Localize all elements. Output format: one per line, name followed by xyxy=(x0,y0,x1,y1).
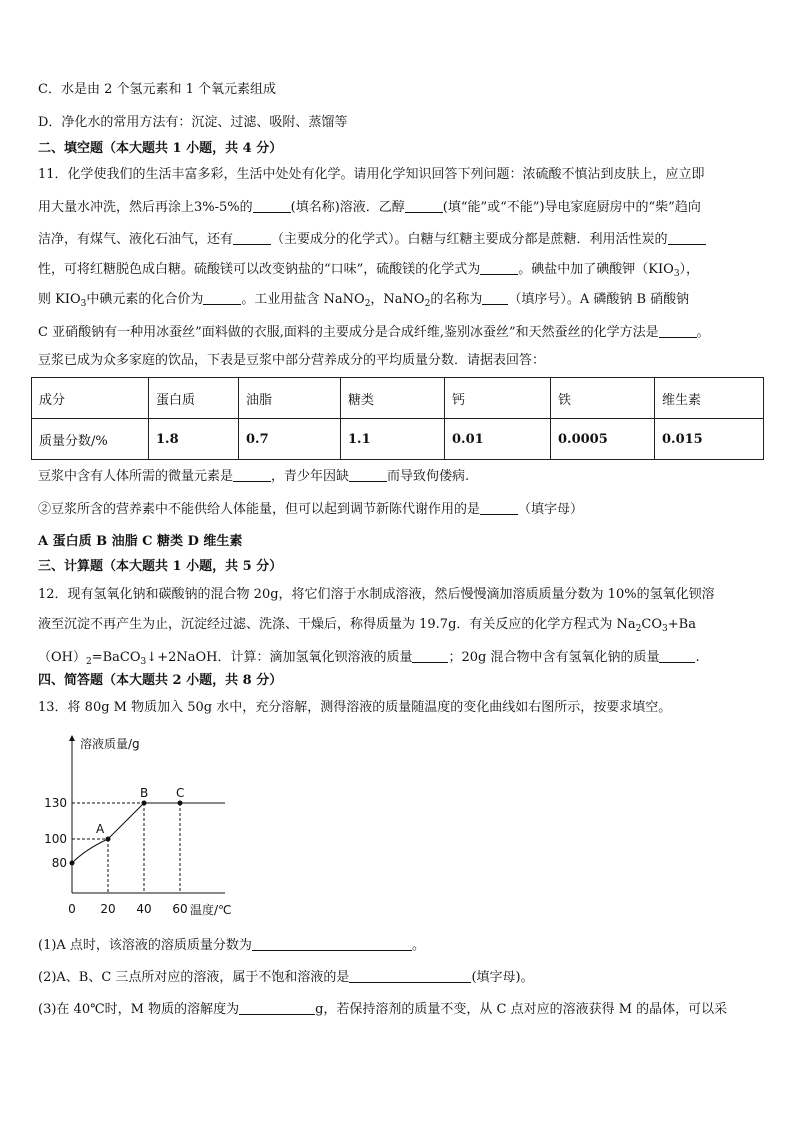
answer-blank[interactable] xyxy=(203,292,241,305)
q13-part-1 xyxy=(38,938,425,954)
point-label: A xyxy=(96,822,105,836)
q11-line-6 xyxy=(38,325,710,341)
point-label: C xyxy=(176,786,185,800)
section-2-title: 二、填空题（本大题共 1 小题，共 4 分） xyxy=(38,141,283,156)
answer-blank[interactable] xyxy=(349,469,387,482)
data-point xyxy=(70,861,75,866)
q12-text: +Ba xyxy=(667,617,696,632)
x-axis-label: 温度/℃ xyxy=(190,903,232,917)
q11-text: 。工业用盐含 NaNO xyxy=(241,292,365,307)
table-cell: 0.0005 xyxy=(551,419,655,460)
point-label: B xyxy=(140,786,149,800)
x-tick-label: 40 xyxy=(136,902,152,916)
q13-part-2 xyxy=(38,970,534,986)
q13-text: 。 xyxy=(411,938,425,953)
q12-text: ↓+2NaOH．计算：滴加氢氧化钡溶液的质量 xyxy=(146,650,413,665)
q11-line-2 xyxy=(38,200,701,216)
q11b-text: 而导致佝偻病. xyxy=(387,469,470,484)
q11-text: 。 xyxy=(696,325,710,340)
answer-blank[interactable] xyxy=(233,469,271,482)
subscript: 3 xyxy=(80,299,87,309)
table-cell: 0.7 xyxy=(239,419,341,460)
section-3-title: 三、计算题（本大题共 1 小题，共 5 分） xyxy=(38,559,283,574)
q12-line-2 xyxy=(38,617,696,633)
answer-blank[interactable] xyxy=(480,502,518,515)
table-cell: 维生素 xyxy=(655,378,764,419)
q12-text: CO xyxy=(641,617,663,632)
answer-blank[interactable] xyxy=(349,970,471,983)
y-tick-label: 80 xyxy=(51,856,67,870)
section-4-title: 四、简答题（本大题共 2 小题，共 8 分） xyxy=(38,673,283,688)
solution-mass-chart xyxy=(40,728,240,923)
subscript: 3 xyxy=(673,269,680,279)
table-cell: 成分 xyxy=(32,378,149,419)
table-cell: 油脂 xyxy=(239,378,341,419)
table-cell: 质量分数/% xyxy=(32,419,149,460)
answer-blank[interactable] xyxy=(480,262,518,275)
q12-line-1: 12．现有氢氧化钠和碳酸钠的混合物 20g，将它们溶于水制成溶液，然后慢慢滴加溶质质量分数为 10%的氢氧化钡溶 xyxy=(38,587,715,602)
q11-text: ）， xyxy=(679,262,700,277)
q13-text: (3)在 40℃时，M 物质的溶解度为 xyxy=(38,1002,240,1017)
q11b-text: 豆浆中含有人体所需的微量元素是 xyxy=(38,469,234,484)
q13-part-3 xyxy=(38,1002,727,1018)
table-cell: 钙 xyxy=(445,378,551,419)
q11b-line-2 xyxy=(38,502,583,518)
data-point xyxy=(106,837,111,842)
answer-blank[interactable] xyxy=(233,232,271,245)
answer-blank[interactable] xyxy=(252,938,412,951)
table-cell: 1.8 xyxy=(149,419,239,460)
q11b-text: ，青少年因缺 xyxy=(271,469,350,484)
table-cell: 蛋白质 xyxy=(149,378,239,419)
q11b-text: （填字母） xyxy=(518,502,584,517)
q11-line-1: 11．化学使我们的生活丰富多彩，生活中处处有化学。请用化学知识回答下列问题：浓硫酸不慎沾到皮肤上，应立即 xyxy=(38,167,705,182)
subscript: 3 xyxy=(140,657,147,667)
nutrition-table xyxy=(31,377,764,460)
q11-text: 用大量水冲洗，然后再涂上3%-5%的 xyxy=(38,200,253,215)
q12-text: ；20g 混合物中含有氢氧化钠的质量 xyxy=(448,650,660,665)
answer-blank[interactable] xyxy=(659,325,697,338)
q11-text: (填名称)溶液．乙醇 xyxy=(290,200,405,215)
q11-text: 性，可将红糖脱色成白糖。硫酸镁可以改变钠盐的“口味”，硫酸镁的化学式为 xyxy=(38,262,481,277)
q12-line-3 xyxy=(38,650,700,666)
subscript: 2 xyxy=(86,657,92,667)
q11b-text: ②豆浆所含的营养素中不能供给人体能量，但可以起到调节新陈代谢作用的是 xyxy=(38,502,481,517)
table-cell: 铁 xyxy=(551,378,655,419)
q12-text: . xyxy=(695,650,700,665)
answer-blank[interactable] xyxy=(405,200,443,213)
option-d: D．净化水的常用方法有：沉淀、过滤、吸附、蒸馏等 xyxy=(38,115,348,130)
q13-text: (1)A 点时，该溶液的溶质质量分数为 xyxy=(38,938,252,953)
table-row xyxy=(32,419,764,460)
q11-line-4 xyxy=(38,262,699,278)
answer-blank[interactable] xyxy=(253,200,291,213)
data-point xyxy=(142,801,147,806)
q11-line-3 xyxy=(38,232,706,248)
subscript: 3 xyxy=(662,624,668,634)
y-tick-label: 100 xyxy=(44,832,67,846)
q11-text: C 亚硝酸钠有一种用冰蚕丝”面料做的衣服,面料的主要成分是合成纤维,鉴别冰蚕丝”和天然蚕丝的化学方法是 xyxy=(38,325,659,340)
option-c: C．水是由 2 个氢元素和 1 个氧元素组成 xyxy=(38,82,277,97)
data-point xyxy=(178,801,183,806)
q11-text: 洁净，有煤气、液化石油气，还有 xyxy=(38,232,234,247)
y-tick-label: 130 xyxy=(44,796,67,810)
q11-line-5 xyxy=(38,292,689,308)
table-cell: 0.015 xyxy=(655,419,764,460)
q11-text: 则 KIO xyxy=(38,292,81,307)
q12-text: 液至沉淀不再产生为止，沉淀经过滤、洗涤、干燥后，称得质量为 19.7g．有关反应的化学方程式为 Na xyxy=(38,617,636,632)
answer-blank[interactable] xyxy=(482,292,508,305)
answer-blank[interactable] xyxy=(668,232,706,245)
q11-text: （填序号）。A 磷酸钠 B 硝酸钠 xyxy=(508,292,690,307)
q11-text: 的名称为 xyxy=(430,292,483,307)
x-tick-label: 60 xyxy=(172,902,188,916)
q11-text: 中碘元素的化合价为 xyxy=(86,292,204,307)
table-header-row xyxy=(32,378,764,419)
table-cell: 1.1 xyxy=(341,419,445,460)
q13-text: (填字母)。 xyxy=(471,970,534,985)
q13-line-1: 13．将 80g M 物质加入 50g 水中，充分溶解，测得溶液的质量随温度的变化曲线如右图所示，按要求填空。 xyxy=(38,700,672,715)
q11b-line-1 xyxy=(38,469,469,485)
q11-line-7: 豆浆已成为众多家庭的饮品，下表是豆浆中部分营养成分的平均质量分数．请据表回答： xyxy=(38,353,546,368)
table-cell: 糖类 xyxy=(341,378,445,419)
y-axis-label: 溶液质量/g xyxy=(80,737,140,751)
answer-blank[interactable] xyxy=(412,650,448,663)
q11-text: ，NaNO xyxy=(370,292,425,307)
q11b-options: A 蛋白质 B 油脂 C 糖类 D 维生素 xyxy=(38,534,243,549)
subscript: 2 xyxy=(424,299,431,309)
answer-blank[interactable] xyxy=(239,1002,315,1015)
table-cell: 0.01 xyxy=(445,419,551,460)
q11-text: 。碘盐中加了碘酸钾（KIO xyxy=(518,262,674,277)
subscript: 2 xyxy=(364,299,371,309)
q13-text: g，若保持溶剂的质量不变，从 C 点对应的溶液获得 M 的晶体，可以采 xyxy=(315,1002,728,1017)
x-tick-label: 20 xyxy=(100,902,116,916)
q12-text: （OH） xyxy=(38,650,86,665)
q13-text: (2)A、B、C 三点所对应的溶液，属于不饱和溶液的是 xyxy=(38,970,350,985)
q11-text: (填“能”或“不能”)导电家庭厨房中的“柴”趋向 xyxy=(442,200,701,215)
x-tick-label: 0 xyxy=(68,902,76,916)
answer-blank[interactable] xyxy=(659,650,695,663)
subscript: 2 xyxy=(635,624,642,634)
q11-text: （主要成分的化学式）。白糖与红糖主要成分都是蔗糖．利用活性炭的 xyxy=(271,232,668,247)
q12-text: =BaCO xyxy=(91,650,141,665)
